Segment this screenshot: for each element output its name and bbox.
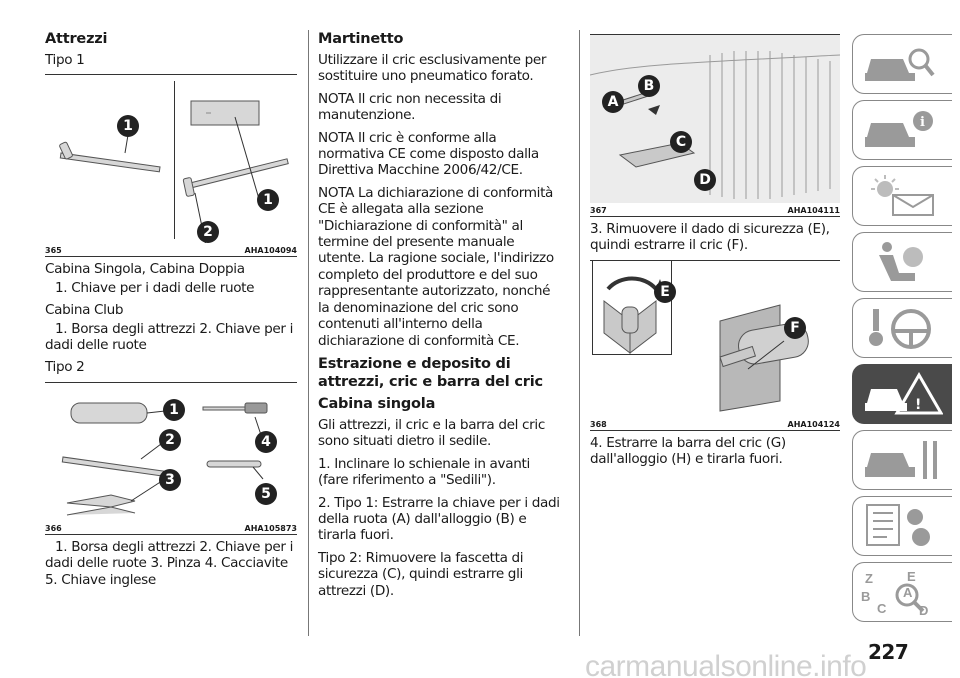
svg-text:i: i bbox=[920, 115, 925, 130]
tab-car-tools[interactable] bbox=[852, 430, 952, 490]
paragraph-nota-manutenzione: NOTA Il cric non necessita di manutenzione. bbox=[318, 90, 502, 124]
heading-attrezzi: Attrezzi bbox=[45, 31, 108, 47]
figure-code: AHA104111 bbox=[787, 206, 840, 215]
wheel-wrench-illustration bbox=[45, 75, 297, 243]
callout-2: 2 bbox=[197, 221, 219, 243]
callout-d: D bbox=[694, 169, 716, 191]
step-4: 4. Estrarre la barra del cric (G) dall'alloggio (H) e tirarla fuori. bbox=[590, 434, 786, 468]
step-1: 1. Inclinare lo schienale in avanti (fare riferimento a "Sedili"). bbox=[318, 455, 530, 489]
index-letter: Z bbox=[865, 571, 873, 586]
caption-tipo-2-items: 1. Borsa degli attrezzi 2. Chiave per i dadi delle ruote 3. Pinza 4. Cacciavite 5. Chiave inglese bbox=[45, 538, 294, 588]
car-tools-icon bbox=[863, 437, 943, 483]
callout-c: C bbox=[670, 131, 692, 153]
callout-f: F bbox=[784, 317, 806, 339]
tab-dashboard-lights[interactable] bbox=[852, 166, 952, 226]
figure-caption-bar bbox=[590, 203, 840, 217]
jack-removal-illustration bbox=[590, 261, 840, 417]
figure-367-illustration bbox=[590, 35, 840, 203]
settings-list-icon bbox=[863, 503, 943, 549]
label-tipo-1: Tipo 1 bbox=[45, 52, 85, 68]
paragraph-nota-dichiarazione: NOTA La dichiarazione di conformità CE è allegata alla sezione "Dichiarazione di conformità" al termine del presente manuale utente. La ragione sociale, l'indirizzo completo del produttore e del suo rappresentante autorizzato, nonché la denominazione del cric sono contenuti all'interno della dichiarazione di conformità CE. bbox=[318, 184, 554, 349]
page-number: 227 bbox=[868, 640, 909, 664]
caption-cabina-club-items: 1. Borsa degli attrezzi 2. Chiave per i dadi delle ruote bbox=[45, 320, 294, 354]
step-3: 3. Rimuovere il dado di sicurezza (E), quindi estrarre il cric (F). bbox=[590, 221, 830, 254]
tab-car-search[interactable] bbox=[852, 34, 952, 94]
column-3 bbox=[590, 30, 840, 474]
caption-cabina-singola-title: Cabina Singola, Cabina Doppia bbox=[45, 261, 245, 278]
step-2-tipo-2: Tipo 2: Rimuovere la fascetta di sicurezza (C), quindi estrarre gli attrezzi (D). bbox=[318, 549, 524, 599]
tab-emergency[interactable] bbox=[852, 364, 952, 424]
column-2 bbox=[318, 30, 564, 605]
callout-e: E bbox=[654, 281, 676, 303]
key-steering-icon bbox=[863, 305, 943, 351]
caption-cabina-singola-items: 1. Chiave per i dadi delle ruote bbox=[55, 279, 255, 296]
tab-key-steering[interactable] bbox=[852, 298, 952, 358]
index-letter: E bbox=[907, 569, 916, 584]
figure-365 bbox=[45, 74, 297, 257]
airbag-seat-icon bbox=[863, 239, 943, 285]
figure-number: 366 bbox=[45, 523, 62, 533]
tab-settings-list[interactable] bbox=[852, 496, 952, 556]
paragraph-posizione-attrezzi: Gli attrezzi, il cric e la barra del cric sono situati dietro il sedile. bbox=[318, 416, 545, 450]
figure-367 bbox=[590, 34, 840, 217]
figure-368-illustration bbox=[590, 261, 840, 417]
figure-368 bbox=[590, 260, 840, 431]
column-1 bbox=[45, 30, 297, 594]
figure-caption-bar bbox=[590, 417, 840, 431]
figure-366 bbox=[45, 382, 297, 535]
tab-car-info[interactable] bbox=[852, 100, 952, 160]
index-letter: A bbox=[903, 585, 913, 600]
figure-code: AHA104124 bbox=[787, 419, 840, 429]
heading-martinetto: Martinetto bbox=[318, 31, 404, 47]
callout-b: B bbox=[638, 75, 660, 97]
callout-1: 1 bbox=[117, 115, 139, 137]
car-search-icon bbox=[863, 41, 943, 87]
index-letter: C bbox=[877, 601, 887, 616]
column-divider bbox=[579, 30, 580, 636]
car-warning-icon bbox=[863, 371, 943, 417]
chapter-sidebar bbox=[852, 34, 952, 628]
figure-number: 367 bbox=[590, 206, 607, 215]
column-divider bbox=[308, 30, 309, 636]
callout-a: A bbox=[602, 91, 624, 113]
callout-1: 1 bbox=[163, 399, 185, 421]
figure-code: AHA104094 bbox=[244, 246, 297, 256]
tab-alphabet-index[interactable] bbox=[852, 562, 952, 622]
callout-5: 5 bbox=[255, 483, 277, 505]
callout-2: 2 bbox=[159, 429, 181, 451]
heading-estrazione-deposito: Estrazione e deposito di attrezzi, cric e barra del cric bbox=[318, 355, 543, 390]
figure-caption-bar bbox=[45, 521, 297, 535]
paragraph-martinetto-use: Utilizzare il cric esclusivamente per sostituire uno pneumatico forato. bbox=[318, 52, 547, 85]
figure-number: 365 bbox=[45, 246, 62, 256]
tab-airbag-seat[interactable] bbox=[852, 232, 952, 292]
index-letter: B bbox=[861, 589, 871, 604]
heading-cabina-singola: Cabina singola bbox=[318, 395, 436, 412]
caption-cabina-club-title: Cabina Club bbox=[45, 302, 124, 319]
figure-caption-bar bbox=[45, 243, 297, 257]
dashboard-lights-icon bbox=[863, 173, 943, 219]
figure-366-illustration bbox=[45, 383, 297, 521]
label-tipo-2: Tipo 2 bbox=[45, 359, 85, 376]
watermark: carmanualsonline.info bbox=[585, 650, 867, 678]
svg-text:!: ! bbox=[915, 397, 922, 413]
callout-3: 3 bbox=[159, 469, 181, 491]
index-letter: D bbox=[919, 603, 929, 618]
paragraph-nota-ce: NOTA Il cric è conforme alla normativa CE come disposto dalla Direttiva Macchine 2006/42/CE. bbox=[318, 129, 539, 179]
step-2-tipo-1: 2. Tipo 1: Estrarre la chiave per i dadi della ruota (A) dall'alloggio (B) e tirarla fuori. bbox=[318, 494, 560, 544]
callout-1: 1 bbox=[257, 189, 279, 211]
callout-4: 4 bbox=[255, 431, 277, 453]
figure-number: 368 bbox=[590, 419, 607, 429]
figure-code: AHA105873 bbox=[244, 523, 297, 533]
car-info-icon bbox=[863, 107, 943, 153]
figure-365-illustration bbox=[45, 75, 297, 243]
